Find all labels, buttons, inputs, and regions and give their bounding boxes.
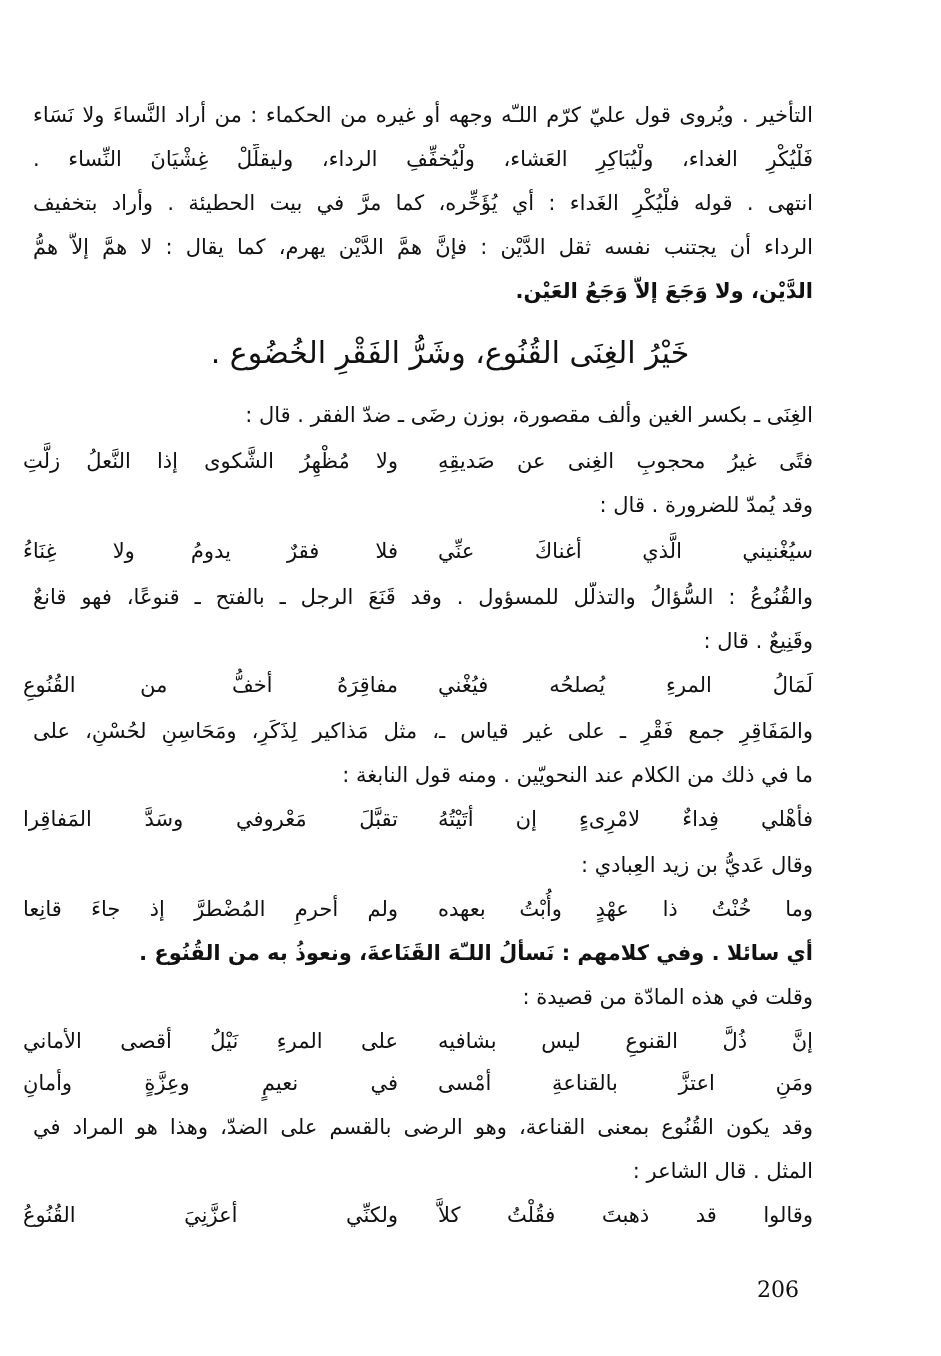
text-line: وقد يُمدّ للضرورة . قال :: [599, 493, 813, 517]
page-number: 206: [757, 1278, 799, 1303]
verse-line: [23, 446, 813, 476]
text-line: فَلْيُكْرِ الغداء، ولْيُبَاكِرِ العَشاء، ولْيُخفِّفِ الرداء، وليقلِّلْ غِشْيَانَ النِّساء .: [33, 147, 813, 171]
verse-second-hemistich: مفاقِرَهُ أخفُّ من القُنُوعِ: [23, 673, 398, 697]
text-line: أي سائلا . وفي كلامهم : نَسألُ اللـّهَ القَنَاعةَ، ونعوذُ به من القُنُوع .: [139, 941, 813, 965]
verse-second-hemistich: ولكنِّي أعزَّنِيَ القُنُوعُ: [23, 1203, 398, 1227]
verse-line: [23, 804, 813, 834]
text-line: والمَفَاقِرِ جمع فَقْرٍ ـ على غير قياس ـ، مثل مَذاكير لِذَكَرٍ، ومَحَاسِنِ لحُسْنٍ، على: [33, 719, 813, 743]
text-line: وقال عَديُّ بن زيد العِبادي :: [580, 853, 813, 877]
verse-line: [23, 894, 813, 924]
text-line: المثل . قال الشاعر :: [632, 1159, 813, 1183]
verse-second-hemistich: فلا فقرٌ يدومُ ولا غِنَاءُ: [23, 539, 398, 563]
text-line: وقَنِيعٌ . قال :: [703, 629, 813, 653]
verse-first-hemistich: سيُغْنيني الَّذي أغناكَ عنِّي: [438, 539, 813, 563]
proverb-heading: خَيْرُ الغِنَى القُنُوع، وشَرُّ الفَقْرِ الخُضُوع .: [210, 336, 690, 371]
text-line: انتهى . قوله فلْيُكْرِ الغَداء : أي يُؤَخِّره، كما مرَّ في بيت الحطيئة . وأراد بتخفيف: [33, 191, 813, 215]
verse-first-hemistich: فتًى غيرُ محجوبِ الغِنى عن صَديقِهِ: [438, 449, 813, 473]
verse-line: [23, 1068, 813, 1098]
verse-second-hemistich: على المرءِ نَيْلُ أقصى الأماني: [23, 1029, 398, 1053]
verse-line: [23, 1200, 813, 1230]
verse-second-hemistich: تقبَّلَ مَعْروفي وسَدَّ المَفاقِرا: [23, 807, 398, 831]
text-line: والقُنُوعُ : السُّؤالُ والتذلّل للمسؤول . وقد قَنَعَ الرجل ـ بالفتح ـ قنوعًا، فهو قانعٌ: [33, 585, 813, 609]
verse-second-hemistich: ولا مُظْهِرُ الشَّكوى إذا النَّعلُ زلَّتِ: [23, 449, 398, 473]
verse-line: [23, 1026, 813, 1056]
verse-line: [23, 670, 813, 700]
text-line: الغِنَى ـ بكسر الغين وألف مقصورة، بوزن رضَى ـ ضدّ الفقر . قال :: [245, 403, 813, 427]
text-line: التأخير . ويُروى قول عليّ كرّم اللـّه وجهه أو غيره من الحكماء : من أراد النَّساءَ ولا نَسَاء: [33, 103, 813, 127]
verse-first-hemistich: إنَّ ذُلَّ القنوعِ ليس بشافيه: [438, 1029, 813, 1053]
text-line: وقلت في هذه المادّة من قصيدة :: [522, 985, 813, 1009]
verse-second-hemistich: ولم أحرمِ المُضْطرَّ إذ جاءَ قانِعا: [23, 897, 398, 921]
verse-second-hemistich: في نعيمٍ وعِزَّةٍ وأمانِ: [23, 1071, 398, 1095]
text-line: وقد يكون القُنُوع بمعنى القناعة، وهو الرضى بالقسم على الضدّ، وهذا هو المراد في: [33, 1115, 813, 1139]
verse-first-hemistich: وقالوا قد ذهبتَ فقُلْتُ كلاَّ: [438, 1203, 813, 1227]
text-line: ما في ذلك من الكلام عند النحويّين . ومنه قول النابغة :: [342, 763, 813, 787]
verse-first-hemistich: فأهْلي فِداءٌ لامْرِىءٍ إن أتَيْتُهُ: [438, 807, 813, 831]
verse-first-hemistich: ومَنِ اعتزَّ بالقناعةِ أمْسى: [438, 1071, 813, 1095]
verse-line: [23, 536, 813, 566]
text-line: الدَّيْن، ولا وَجَعَ إلاَّ وَجَعُ العَيْن.: [515, 279, 813, 303]
verse-first-hemistich: لَمَالُ المرءِ يُصلحُه فيُغْني: [438, 673, 813, 697]
verse-first-hemistich: وما خُنْتُ ذا عهْدٍ وأُبْتُ بعهده: [438, 897, 813, 921]
text-line: الرداء أن يجتنب نفسه ثقل الدَّيْن : فإنَّ همَّ الدَّيْن يهرم، كما يقال : لا همَّ إلاَّ همُّ: [33, 235, 813, 259]
